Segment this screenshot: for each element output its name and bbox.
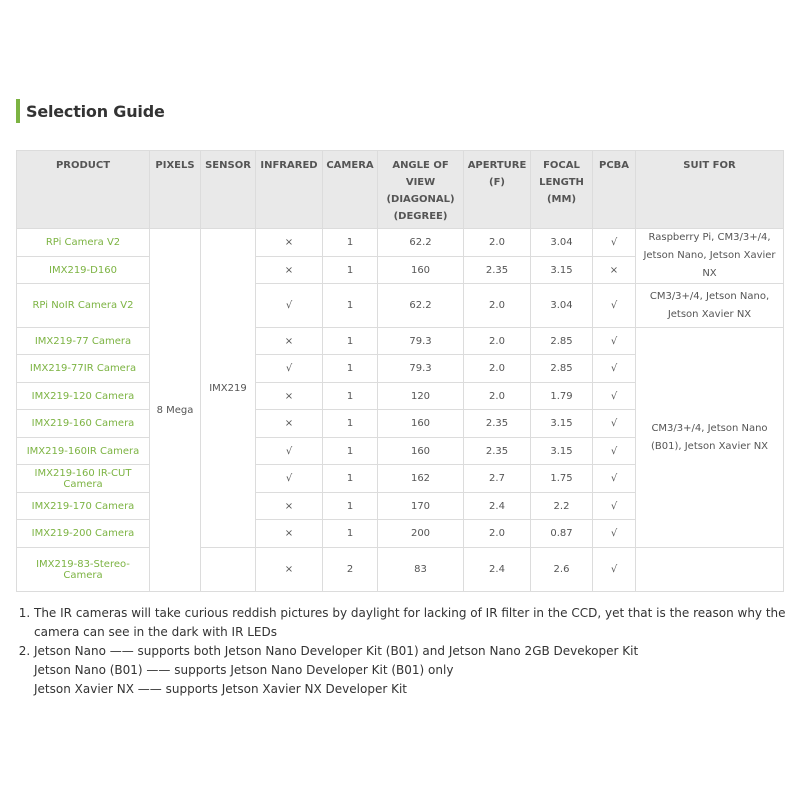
infrared-cell: × bbox=[256, 520, 323, 548]
focal-length-cell: 3.04 bbox=[531, 284, 593, 328]
camera-count-cell: 1 bbox=[323, 438, 378, 465]
focal-length-cell: 2.2 bbox=[531, 493, 593, 520]
column-header: FOCAL LENGTH (MM) bbox=[531, 151, 593, 229]
pcba-cell: √ bbox=[593, 229, 636, 257]
focal-length-cell: 1.79 bbox=[531, 383, 593, 410]
pcba-cell: √ bbox=[593, 383, 636, 410]
column-header: SENSOR bbox=[201, 151, 256, 229]
camera-count-cell: 1 bbox=[323, 493, 378, 520]
angle-cell: 79.3 bbox=[378, 328, 464, 355]
heading-accent-bar bbox=[16, 99, 20, 123]
angle-cell: 62.2 bbox=[378, 229, 464, 257]
table-row bbox=[17, 284, 784, 328]
pcba-cell: √ bbox=[593, 284, 636, 328]
footnote-ir: 1. The IR cameras will take curious reddish pictures by daylight for lacking of IR filter in the CCD, yet that is the reason why the camera can see in the dark with IR LEDs bbox=[34, 604, 788, 642]
focal-length-cell: 3.15 bbox=[531, 438, 593, 465]
pcba-cell: √ bbox=[593, 438, 636, 465]
product-link[interactable]: RPi NoIR Camera V2 bbox=[17, 284, 150, 328]
pcba-cell: √ bbox=[593, 355, 636, 383]
angle-cell: 120 bbox=[378, 383, 464, 410]
product-link[interactable]: IMX219-170 Camera bbox=[17, 493, 150, 520]
column-header: CAMERA bbox=[323, 151, 378, 229]
aperture-cell: 2.0 bbox=[464, 520, 531, 548]
focal-length-cell: 3.15 bbox=[531, 257, 593, 284]
infrared-cell: × bbox=[256, 493, 323, 520]
product-link[interactable]: IMX219-160IR Camera bbox=[17, 438, 150, 465]
aperture-cell: 2.0 bbox=[464, 355, 531, 383]
table-header-row bbox=[17, 151, 784, 229]
camera-count-cell: 1 bbox=[323, 257, 378, 284]
footnote-jetson bbox=[34, 642, 788, 699]
pcba-cell: √ bbox=[593, 548, 636, 592]
suit-for-cell: Raspberry Pi, CM3/3+/4, Jetson Nano, Jetson Xavier NX bbox=[636, 229, 784, 284]
product-link[interactable]: RPi Camera V2 bbox=[17, 229, 150, 257]
infrared-cell: √ bbox=[256, 355, 323, 383]
angle-cell: 160 bbox=[378, 410, 464, 438]
camera-count-cell: 1 bbox=[323, 229, 378, 257]
camera-count-cell: 2 bbox=[323, 548, 378, 592]
focal-length-cell: 2.6 bbox=[531, 548, 593, 592]
focal-length-cell: 0.87 bbox=[531, 520, 593, 548]
suit-for-cell bbox=[636, 548, 784, 592]
suit-for-cell: CM3/3+/4, Jetson Nano, Jetson Xavier NX bbox=[636, 284, 784, 328]
table-row bbox=[17, 548, 784, 592]
aperture-cell: 2.4 bbox=[464, 548, 531, 592]
angle-cell: 160 bbox=[378, 438, 464, 465]
aperture-cell: 2.35 bbox=[464, 257, 531, 284]
table-row bbox=[17, 328, 784, 355]
column-header: PCBA bbox=[593, 151, 636, 229]
product-link[interactable]: IMX219-D160 bbox=[17, 257, 150, 284]
angle-cell: 170 bbox=[378, 493, 464, 520]
infrared-cell: × bbox=[256, 328, 323, 355]
camera-count-cell: 1 bbox=[323, 284, 378, 328]
product-link[interactable]: IMX219-200 Camera bbox=[17, 520, 150, 548]
product-link[interactable]: IMX219-83-Stereo-Camera bbox=[17, 548, 150, 592]
product-link[interactable]: IMX219-77 Camera bbox=[17, 328, 150, 355]
section-heading bbox=[16, 99, 165, 123]
infrared-cell: × bbox=[256, 383, 323, 410]
product-link[interactable]: IMX219-160 Camera bbox=[17, 410, 150, 438]
focal-length-cell: 3.15 bbox=[531, 410, 593, 438]
infrared-cell: √ bbox=[256, 438, 323, 465]
angle-cell: 200 bbox=[378, 520, 464, 548]
focal-length-cell: 2.85 bbox=[531, 328, 593, 355]
pixels-cell: 8 Mega bbox=[150, 229, 201, 592]
aperture-cell: 2.35 bbox=[464, 410, 531, 438]
infrared-cell: × bbox=[256, 257, 323, 284]
angle-cell: 162 bbox=[378, 465, 464, 493]
aperture-cell: 2.0 bbox=[464, 328, 531, 355]
aperture-cell: 2.0 bbox=[464, 383, 531, 410]
camera-count-cell: 1 bbox=[323, 383, 378, 410]
product-link[interactable]: IMX219-77IR Camera bbox=[17, 355, 150, 383]
camera-count-cell: 1 bbox=[323, 355, 378, 383]
suit-for-cell: CM3/3+/4, Jetson Nano (B01), Jetson Xavier NX bbox=[636, 328, 784, 548]
focal-length-cell: 1.75 bbox=[531, 465, 593, 493]
camera-count-cell: 1 bbox=[323, 465, 378, 493]
aperture-cell: 2.7 bbox=[464, 465, 531, 493]
aperture-cell: 2.0 bbox=[464, 284, 531, 328]
footnote-line: Jetson Nano (B01) —— supports Jetson Nano Developer Kit (B01) only bbox=[34, 663, 454, 677]
selection-guide-table bbox=[16, 150, 784, 592]
product-link[interactable]: IMX219-120 Camera bbox=[17, 383, 150, 410]
section-title: Selection Guide bbox=[26, 101, 165, 121]
angle-cell: 83 bbox=[378, 548, 464, 592]
focal-length-cell: 2.85 bbox=[531, 355, 593, 383]
column-header: INFRARED bbox=[256, 151, 323, 229]
column-header: ANGLE OF VIEW (DIAGONAL) (DEGREE) bbox=[378, 151, 464, 229]
angle-cell: 160 bbox=[378, 257, 464, 284]
pcba-cell: √ bbox=[593, 410, 636, 438]
camera-count-cell: 1 bbox=[323, 520, 378, 548]
sensor-cell-empty bbox=[201, 548, 256, 592]
aperture-cell: 2.0 bbox=[464, 229, 531, 257]
angle-cell: 62.2 bbox=[378, 284, 464, 328]
infrared-cell: √ bbox=[256, 284, 323, 328]
camera-count-cell: 1 bbox=[323, 328, 378, 355]
footnote-line: 2. Jetson Nano —— supports both Jetson Nano Developer Kit (B01) and Jetson Nano 2GB Devekoper Kit bbox=[34, 644, 639, 658]
column-header: PRODUCT bbox=[17, 151, 150, 229]
footnote-line: Jetson Xavier NX —— supports Jetson Xavier NX Developer Kit bbox=[34, 682, 407, 696]
aperture-cell: 2.4 bbox=[464, 493, 531, 520]
pcba-cell: √ bbox=[593, 493, 636, 520]
footnotes bbox=[18, 604, 788, 699]
pcba-cell: × bbox=[593, 257, 636, 284]
table-row bbox=[17, 229, 784, 257]
pcba-cell: √ bbox=[593, 520, 636, 548]
angle-cell: 79.3 bbox=[378, 355, 464, 383]
column-header: PIXELS bbox=[150, 151, 201, 229]
infrared-cell: × bbox=[256, 548, 323, 592]
column-header: APERTURE (F) bbox=[464, 151, 531, 229]
infrared-cell: × bbox=[256, 229, 323, 257]
sensor-cell: IMX219 bbox=[201, 229, 256, 548]
pcba-cell: √ bbox=[593, 328, 636, 355]
camera-count-cell: 1 bbox=[323, 410, 378, 438]
focal-length-cell: 3.04 bbox=[531, 229, 593, 257]
column-header: SUIT FOR bbox=[636, 151, 784, 229]
pcba-cell: √ bbox=[593, 465, 636, 493]
product-link[interactable]: IMX219-160 IR-CUT Camera bbox=[17, 465, 150, 493]
infrared-cell: × bbox=[256, 410, 323, 438]
infrared-cell: √ bbox=[256, 465, 323, 493]
aperture-cell: 2.35 bbox=[464, 438, 531, 465]
